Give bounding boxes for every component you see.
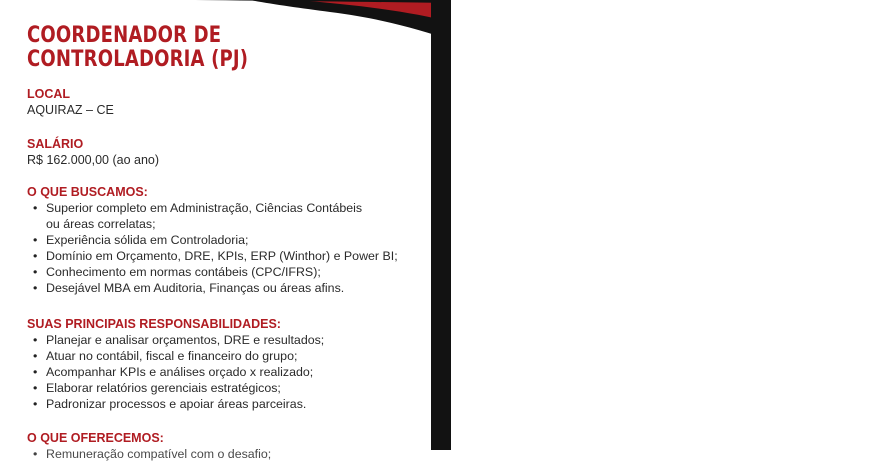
o-que-oferecemos-section bbox=[27, 430, 271, 462]
list-item: • Padronizar processos e apoiar áreas parceiras. bbox=[27, 396, 324, 412]
list-item: • Planejar e analisar orçamentos, DRE e resultados; bbox=[27, 332, 324, 348]
local-value: AQUIRAZ – CE bbox=[27, 103, 114, 117]
job-title-line-1: COORDENADOR DE bbox=[27, 23, 222, 48]
list-item: • Desejável MBA em Auditoria, Finanças ou áreas afins. bbox=[27, 280, 398, 296]
o-que-buscamos-section bbox=[27, 184, 398, 296]
o-que-buscamos-list bbox=[27, 200, 398, 296]
o-que-oferecemos-heading: O QUE OFERECEMOS: bbox=[27, 431, 164, 445]
list-item: • Atuar no contábil, fiscal e financeiro do grupo; bbox=[27, 348, 324, 364]
job-title-line-2: CONTROLADORIA (PJ) bbox=[27, 47, 249, 72]
local-section bbox=[27, 86, 114, 118]
list-item: • Acompanhar KPIs e análises orçado x realizado; bbox=[27, 364, 324, 380]
list-item: • Experiência sólida em Controladoria; bbox=[27, 232, 398, 248]
responsabilidades-list bbox=[27, 332, 324, 412]
salario-value: R$ 162.000,00 (ao ano) bbox=[27, 153, 160, 167]
job-title bbox=[27, 24, 427, 72]
list-item-continuation: ou áreas correlatas; bbox=[46, 217, 156, 231]
list-item: • Conhecimento em normas contábeis (CPC/IFRS); bbox=[27, 264, 398, 280]
side-banner-text: e • Mão na Massa • Comprometimento • Visão de Dono • Respeito • Emp bbox=[868, 54, 880, 446]
responsabilidades-heading: SUAS PRINCIPAIS RESPONSABILIDADES: bbox=[27, 317, 281, 331]
responsabilidades-section bbox=[27, 316, 324, 412]
local-heading: LOCAL bbox=[27, 87, 71, 101]
content-area bbox=[27, 23, 427, 461]
list-item: • Domínio em Orçamento, DRE, KPIs, ERP (Winthor) e Power BI; bbox=[27, 248, 398, 264]
list-item: • Superior completo em Administração, Ciências Contábeis bbox=[27, 200, 398, 216]
list-item: • Remuneração compatível com o desafio; bbox=[27, 446, 271, 462]
o-que-oferecemos-list bbox=[27, 446, 271, 462]
o-que-buscamos-heading: O QUE BUSCAMOS: bbox=[27, 185, 148, 199]
side-values-banner bbox=[431, 0, 880, 450]
salario-heading: SALÁRIO bbox=[27, 137, 84, 151]
list-item: • Elaborar relatórios gerenciais estratégicos; bbox=[27, 380, 324, 396]
salario-section bbox=[27, 136, 159, 168]
